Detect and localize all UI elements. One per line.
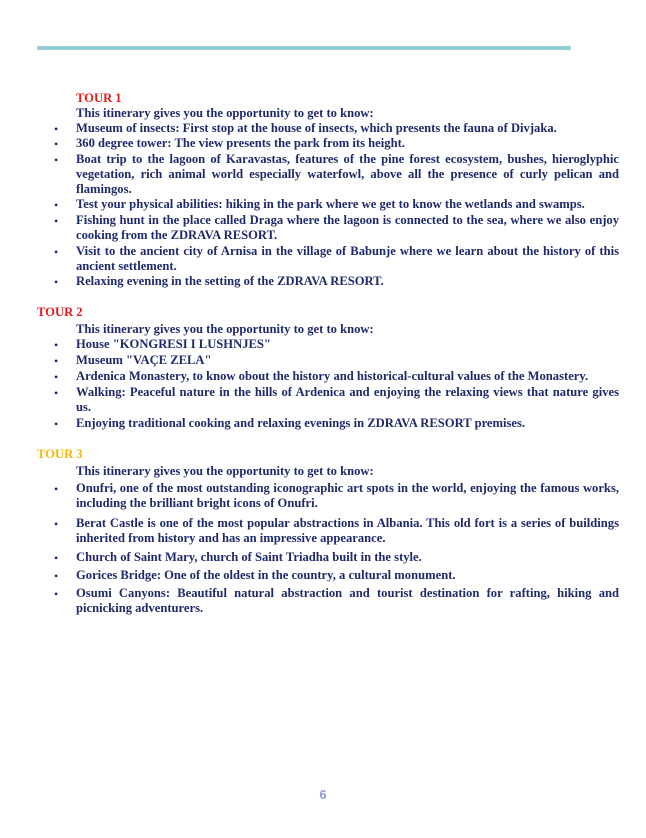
tour-1-intro: This itinerary gives you the opportunity to get to know: xyxy=(76,106,374,120)
tour-2-item-1: House "KONGRESI I LUSHNJES" xyxy=(76,337,271,351)
tour-1-item-6: Visit to the ancient city of Arnisa in the village of Babunje where we learn about the history of this ancient settlement. xyxy=(76,244,619,274)
bullet-icon: • xyxy=(54,338,59,352)
tour-2-item-5: Enjoying traditional cooking and relaxing evenings in ZDRAVA RESORT premises. xyxy=(76,416,526,430)
tour-3-item-4: Gorices Bridge: One of the oldest in the country, a cultural monument. xyxy=(76,568,456,582)
bullet-icon: • xyxy=(54,122,59,136)
tour-3-heading: TOUR 3 xyxy=(37,447,83,461)
bullet-icon: • xyxy=(54,245,59,259)
tour-3-item-5: Osumi Canyons: Beautiful natural abstraction and tourist destination for rafting, hiking and picnicking adventurers. xyxy=(76,586,619,616)
tour-1-heading: TOUR 1 xyxy=(76,91,122,105)
bullet-icon: • xyxy=(54,370,59,384)
bullet-icon: • xyxy=(54,482,59,496)
tour-2-item-2: Museum "VAÇE ZELA" xyxy=(76,353,212,367)
tour-3-item-3: Church of Saint Mary, church of Saint Triadha built in the style. xyxy=(76,550,422,564)
tour-1-item-7: Relaxing evening in the setting of the ZDRAVA RESORT. xyxy=(76,274,384,288)
bullet-icon: • xyxy=(54,354,59,368)
tour-2-intro: This itinerary gives you the opportunity to get to know: xyxy=(76,322,374,336)
tour-1-item-1: Museum of insects: First stop at the house of insects, which presents the fauna of Divjaka. xyxy=(76,121,557,135)
bullet-icon: • xyxy=(54,587,59,601)
tour-3-intro: This itinerary gives you the opportunity to get to know: xyxy=(76,464,374,478)
header-rule xyxy=(37,46,571,50)
tour-1-item-3: Boat trip to the lagoon of Karavastas, features of the pine forest ecosystem, bushes, hieroglyphic vegetation, rich animal world especially waterfowl, above all the presence of curly pelican and flamingos. xyxy=(76,152,619,197)
tour-1-item-4: Test your physical abilities: hiking in the park where we get to know the wetlands and swamps. xyxy=(76,197,585,211)
tour-2-item-4: Walking: Peaceful nature in the hills of Ardenica and enjoying the relaxing views that nature gives us. xyxy=(76,385,619,415)
bullet-icon: • xyxy=(54,275,59,289)
bullet-icon: • xyxy=(54,417,59,431)
page-number: 6 xyxy=(319,787,327,802)
tour-3-item-1: Onufri, one of the most outstanding iconographic art spots in the world, enjoying the famous works, including the brilliant bright icons of Onufri. xyxy=(76,481,619,511)
tour-1-item-5: Fishing hunt in the place called Draga where the lagoon is connected to the sea, where we also enjoy cooking from the ZDRAVA RESORT. xyxy=(76,213,619,243)
tour-3-item-2: Berat Castle is one of the most popular abstractions in Albania. This old fort is a series of buildings inherited from history and has an impressive appearance. xyxy=(76,516,619,546)
tour-2-item-3: Ardenica Monastery, to know obout the history and historical-cultural values of the Monastery. xyxy=(76,369,589,383)
bullet-icon: • xyxy=(54,386,59,400)
bullet-icon: • xyxy=(54,569,59,583)
bullet-icon: • xyxy=(54,153,59,167)
bullet-icon: • xyxy=(54,214,59,228)
tour-1-item-2: 360 degree tower: The view presents the park from its height. xyxy=(76,136,405,150)
bullet-icon: • xyxy=(54,198,59,212)
bullet-icon: • xyxy=(54,551,59,565)
bullet-icon: • xyxy=(54,137,59,151)
tour-2-heading: TOUR 2 xyxy=(37,305,83,319)
bullet-icon: • xyxy=(54,517,59,531)
